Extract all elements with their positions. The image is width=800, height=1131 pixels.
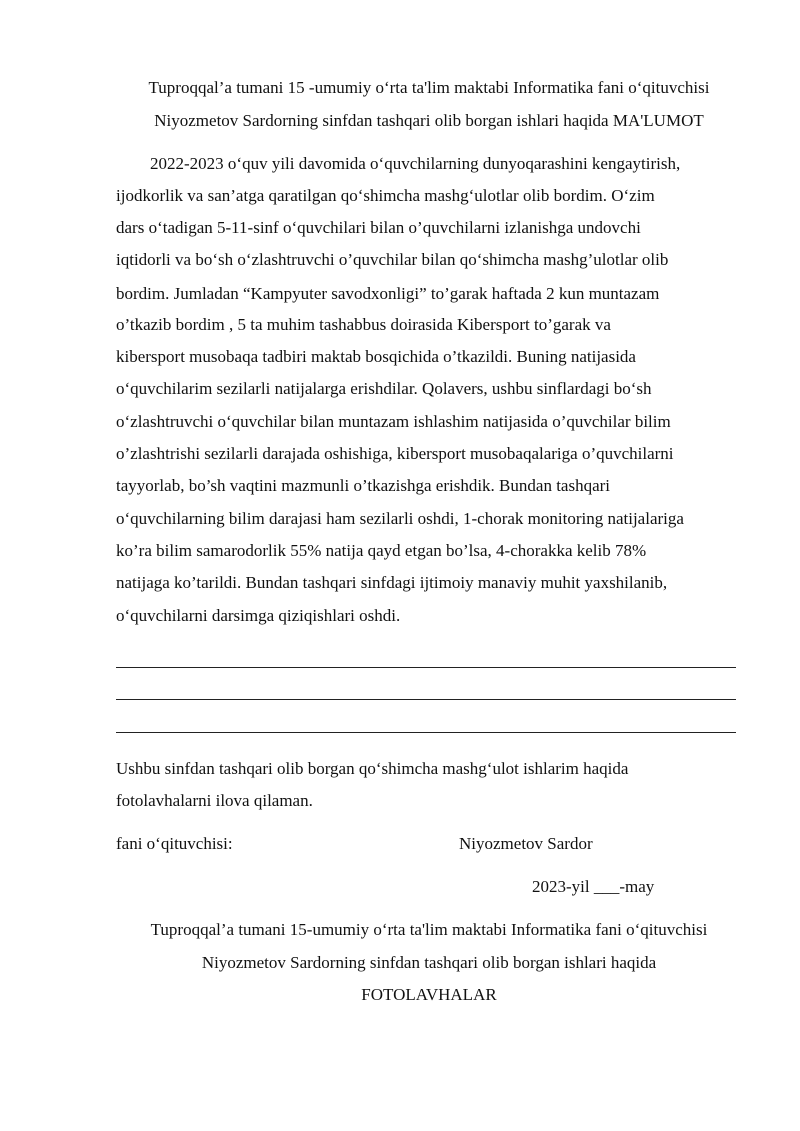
- body-line: ijodkorlik va san’atga qaratilgan qo‘shimcha mashg‘ulotlar olib bordim. O‘zim: [116, 186, 655, 205]
- body-line: 2022-2023 o‘quv yili davomida o‘quvchilarning dunyoqarashini kengaytirish,: [150, 154, 681, 173]
- body-line: o‘zlashtruvchi o‘quvchilar bilan muntazam ishlashim natijasida o’quvchilar bilim: [116, 412, 671, 431]
- footer-line-1: Tuproqqal’a tumani 15-umumiy o‘rta ta'lim maktabi Informatika fani o‘qituvchisi: [150, 920, 708, 939]
- body-line: o‘quvchilarim sezilarli natijalarga erishdilar. Qolavers, ushbu sinflardagi bo‘sh: [116, 379, 652, 398]
- blank-line-2: [116, 699, 736, 700]
- body-line: ko’ra bilim samarodorlik 55% natija qayd etgan bo’lsa, 4-chorakka kelib 78%: [116, 541, 647, 560]
- signature-date: 2023-yil ___-may: [532, 877, 655, 896]
- header-line-2: Niyozmetov Sardorning sinfdan tashqari olib borgan ishlari haqida MA'LUMOT: [154, 111, 704, 130]
- body-line: iqtidorli va bo‘sh o‘zlashtruvchi o’quvchilar bilan qo‘shimcha mashg’ulotlar olib: [116, 250, 669, 269]
- footer-title: FOTOLAVHALAR: [361, 985, 497, 1004]
- signature-role: fani o‘qituvchisi:: [116, 834, 233, 853]
- body-line: bordim. Jumladan “Kampyuter savodxonligi” to’garak haftada 2 kun muntazam: [116, 284, 660, 303]
- attachment-line-1: Ushbu sinfdan tashqari olib borgan qo‘shimcha mashg‘ulot ishlarim haqida: [116, 759, 629, 778]
- body-line: kibersport musobaqa tadbiri maktab bosqichida o’tkazildi. Buning natijasida: [116, 347, 636, 366]
- body-line: tayyorlab, bo’sh vaqtini mazmunli o’tkazishga erishdik. Bundan tashqari: [116, 476, 611, 495]
- header-line-1: Tuproqqal’a tumani 15 -umumiy o‘rta ta'lim maktabi Informatika fani o‘qituvchisi: [148, 78, 710, 97]
- blank-line-3: [116, 732, 736, 733]
- body-line: o’zlashtrishi sezilarli darajada oshishiga, kibersport musobaqalariga o’quvchilarni: [116, 444, 674, 463]
- body-line: o‘quvchilarni darsimga qiziqishlari oshdi.: [116, 606, 401, 625]
- body-line: dars o‘tadigan 5-11-sinf o‘quvchilari bilan o’quvchilarni izlanishga undovchi: [116, 218, 641, 237]
- attachment-line-2: fotolavhalarni ilova qilaman.: [116, 791, 313, 810]
- blank-line-1: [116, 667, 736, 668]
- signature-name: Niyozmetov Sardor: [459, 834, 593, 853]
- body-line: o’tkazib bordim , 5 ta muhim tashabbus doirasida Kibersport to’garak va: [116, 315, 611, 334]
- body-line: natijaga ko’tarildi. Bundan tashqari sinfdagi ijtimoiy manaviy muhit yaxshilanib,: [116, 573, 668, 592]
- body-line: o‘quvchilarning bilim darajasi ham sezilarli oshdi, 1-chorak monitoring natijalariga: [116, 509, 684, 528]
- footer-line-2: Niyozmetov Sardorning sinfdan tashqari olib borgan ishlari haqida: [201, 953, 657, 972]
